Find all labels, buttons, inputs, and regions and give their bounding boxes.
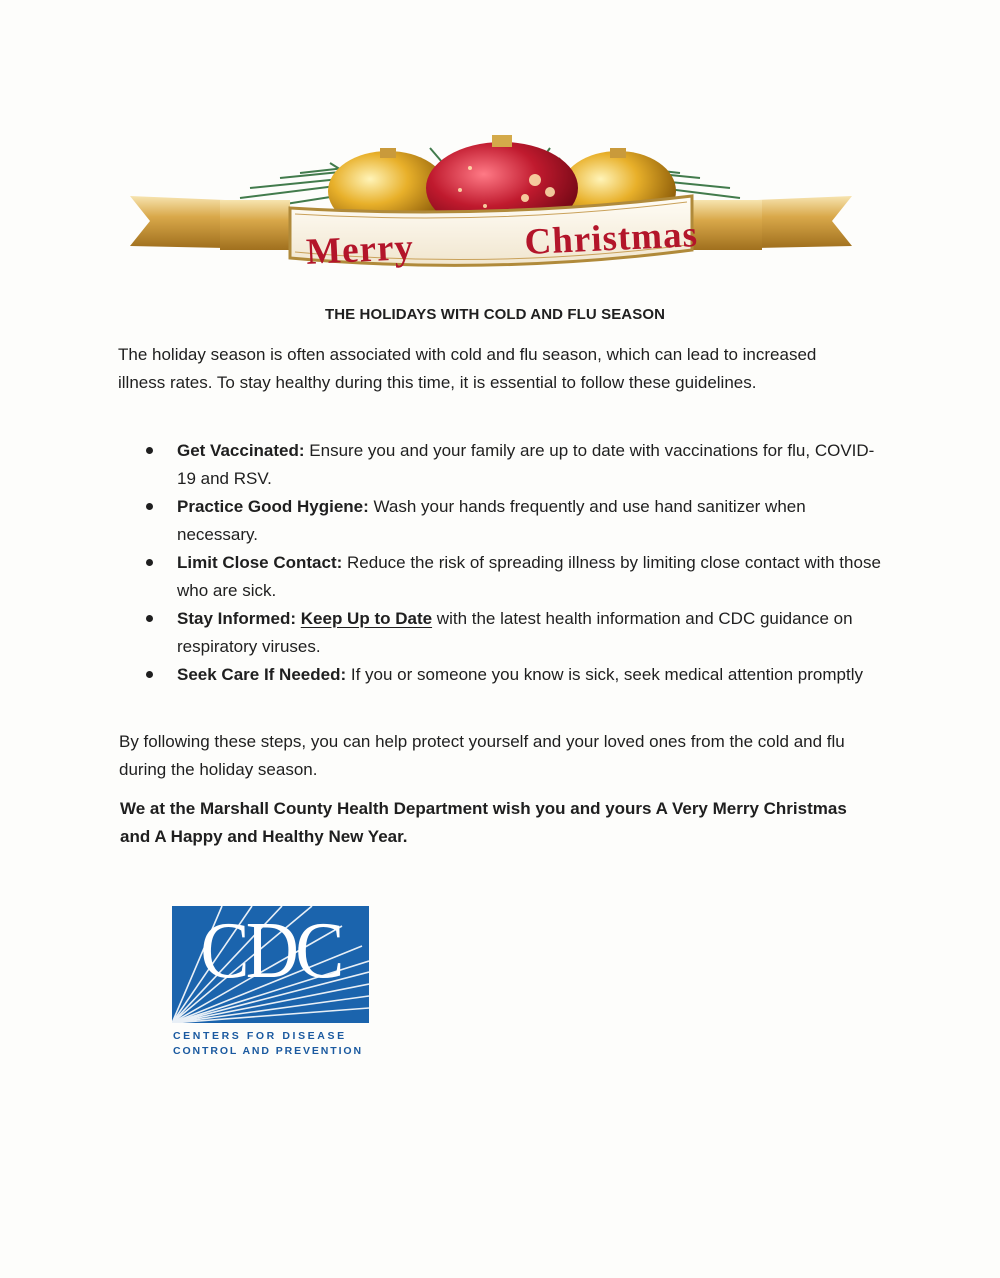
tip-text: Reduce the risk of spreading illness by limiting close contact with those who are sick. bbox=[177, 553, 881, 600]
merry-christmas-banner bbox=[130, 128, 852, 278]
health-tips-list bbox=[142, 437, 882, 690]
banner-word-merry: Merry bbox=[305, 226, 415, 273]
bullet-icon bbox=[146, 615, 153, 622]
tip-text: If you or someone you know is sick, seek medical attention promptly bbox=[346, 665, 863, 684]
list-item bbox=[142, 605, 882, 660]
list-item bbox=[142, 661, 882, 689]
cdc-logo-box bbox=[172, 906, 369, 1023]
list-item bbox=[142, 437, 882, 492]
bullet-icon bbox=[146, 559, 153, 566]
bullet-icon bbox=[146, 503, 153, 510]
tip-label: Get Vaccinated: bbox=[177, 441, 305, 460]
cdc-letters: CDC bbox=[200, 907, 341, 995]
cdc-caption-line2: CONTROL AND PREVENTION bbox=[173, 1045, 363, 1057]
intro-paragraph: The holiday season is often associated with cold and flu season, which can lead to increased illness rates. To stay healthy during this time, it is essential to follow these guidelines. bbox=[118, 345, 817, 392]
banner-word-christmas: Christmas bbox=[523, 213, 699, 263]
tip-text: Wash your hands frequently and use hand sanitizer when necessary. bbox=[177, 497, 806, 544]
list-item bbox=[142, 549, 882, 604]
cdc-logo bbox=[172, 906, 372, 1058]
tip-label: Seek Care If Needed: bbox=[177, 665, 347, 684]
holiday-wish: We at the Marshall County Health Department wish you and yours A Very Merry Christmas and A Happy and Healthy New Year. bbox=[120, 799, 847, 846]
cdc-caption-line1: CENTERS FOR DISEASE bbox=[173, 1030, 347, 1042]
closing-paragraph: By following these steps, you can help protect yourself and your loved ones from the cold and flu during the holiday season. bbox=[119, 732, 845, 779]
tip-text: with the latest health information and CDC guidance on respiratory viruses. bbox=[177, 609, 853, 656]
tip-text: Ensure you and your family are up to date with vaccinations for flu, COVID-19 and RSV. bbox=[177, 441, 875, 488]
bullet-icon bbox=[146, 671, 153, 678]
document-title: THE HOLIDAYS WITH COLD AND FLU SEASON bbox=[324, 306, 666, 323]
tip-label: Practice Good Hygiene: bbox=[177, 497, 369, 516]
bullet-icon bbox=[146, 447, 153, 454]
list-item bbox=[142, 493, 882, 548]
keep-up-to-date-link[interactable]: Keep Up to Date bbox=[300, 609, 433, 628]
tip-label: Limit Close Contact: bbox=[177, 553, 343, 572]
tip-label: Stay Informed: bbox=[177, 609, 297, 628]
